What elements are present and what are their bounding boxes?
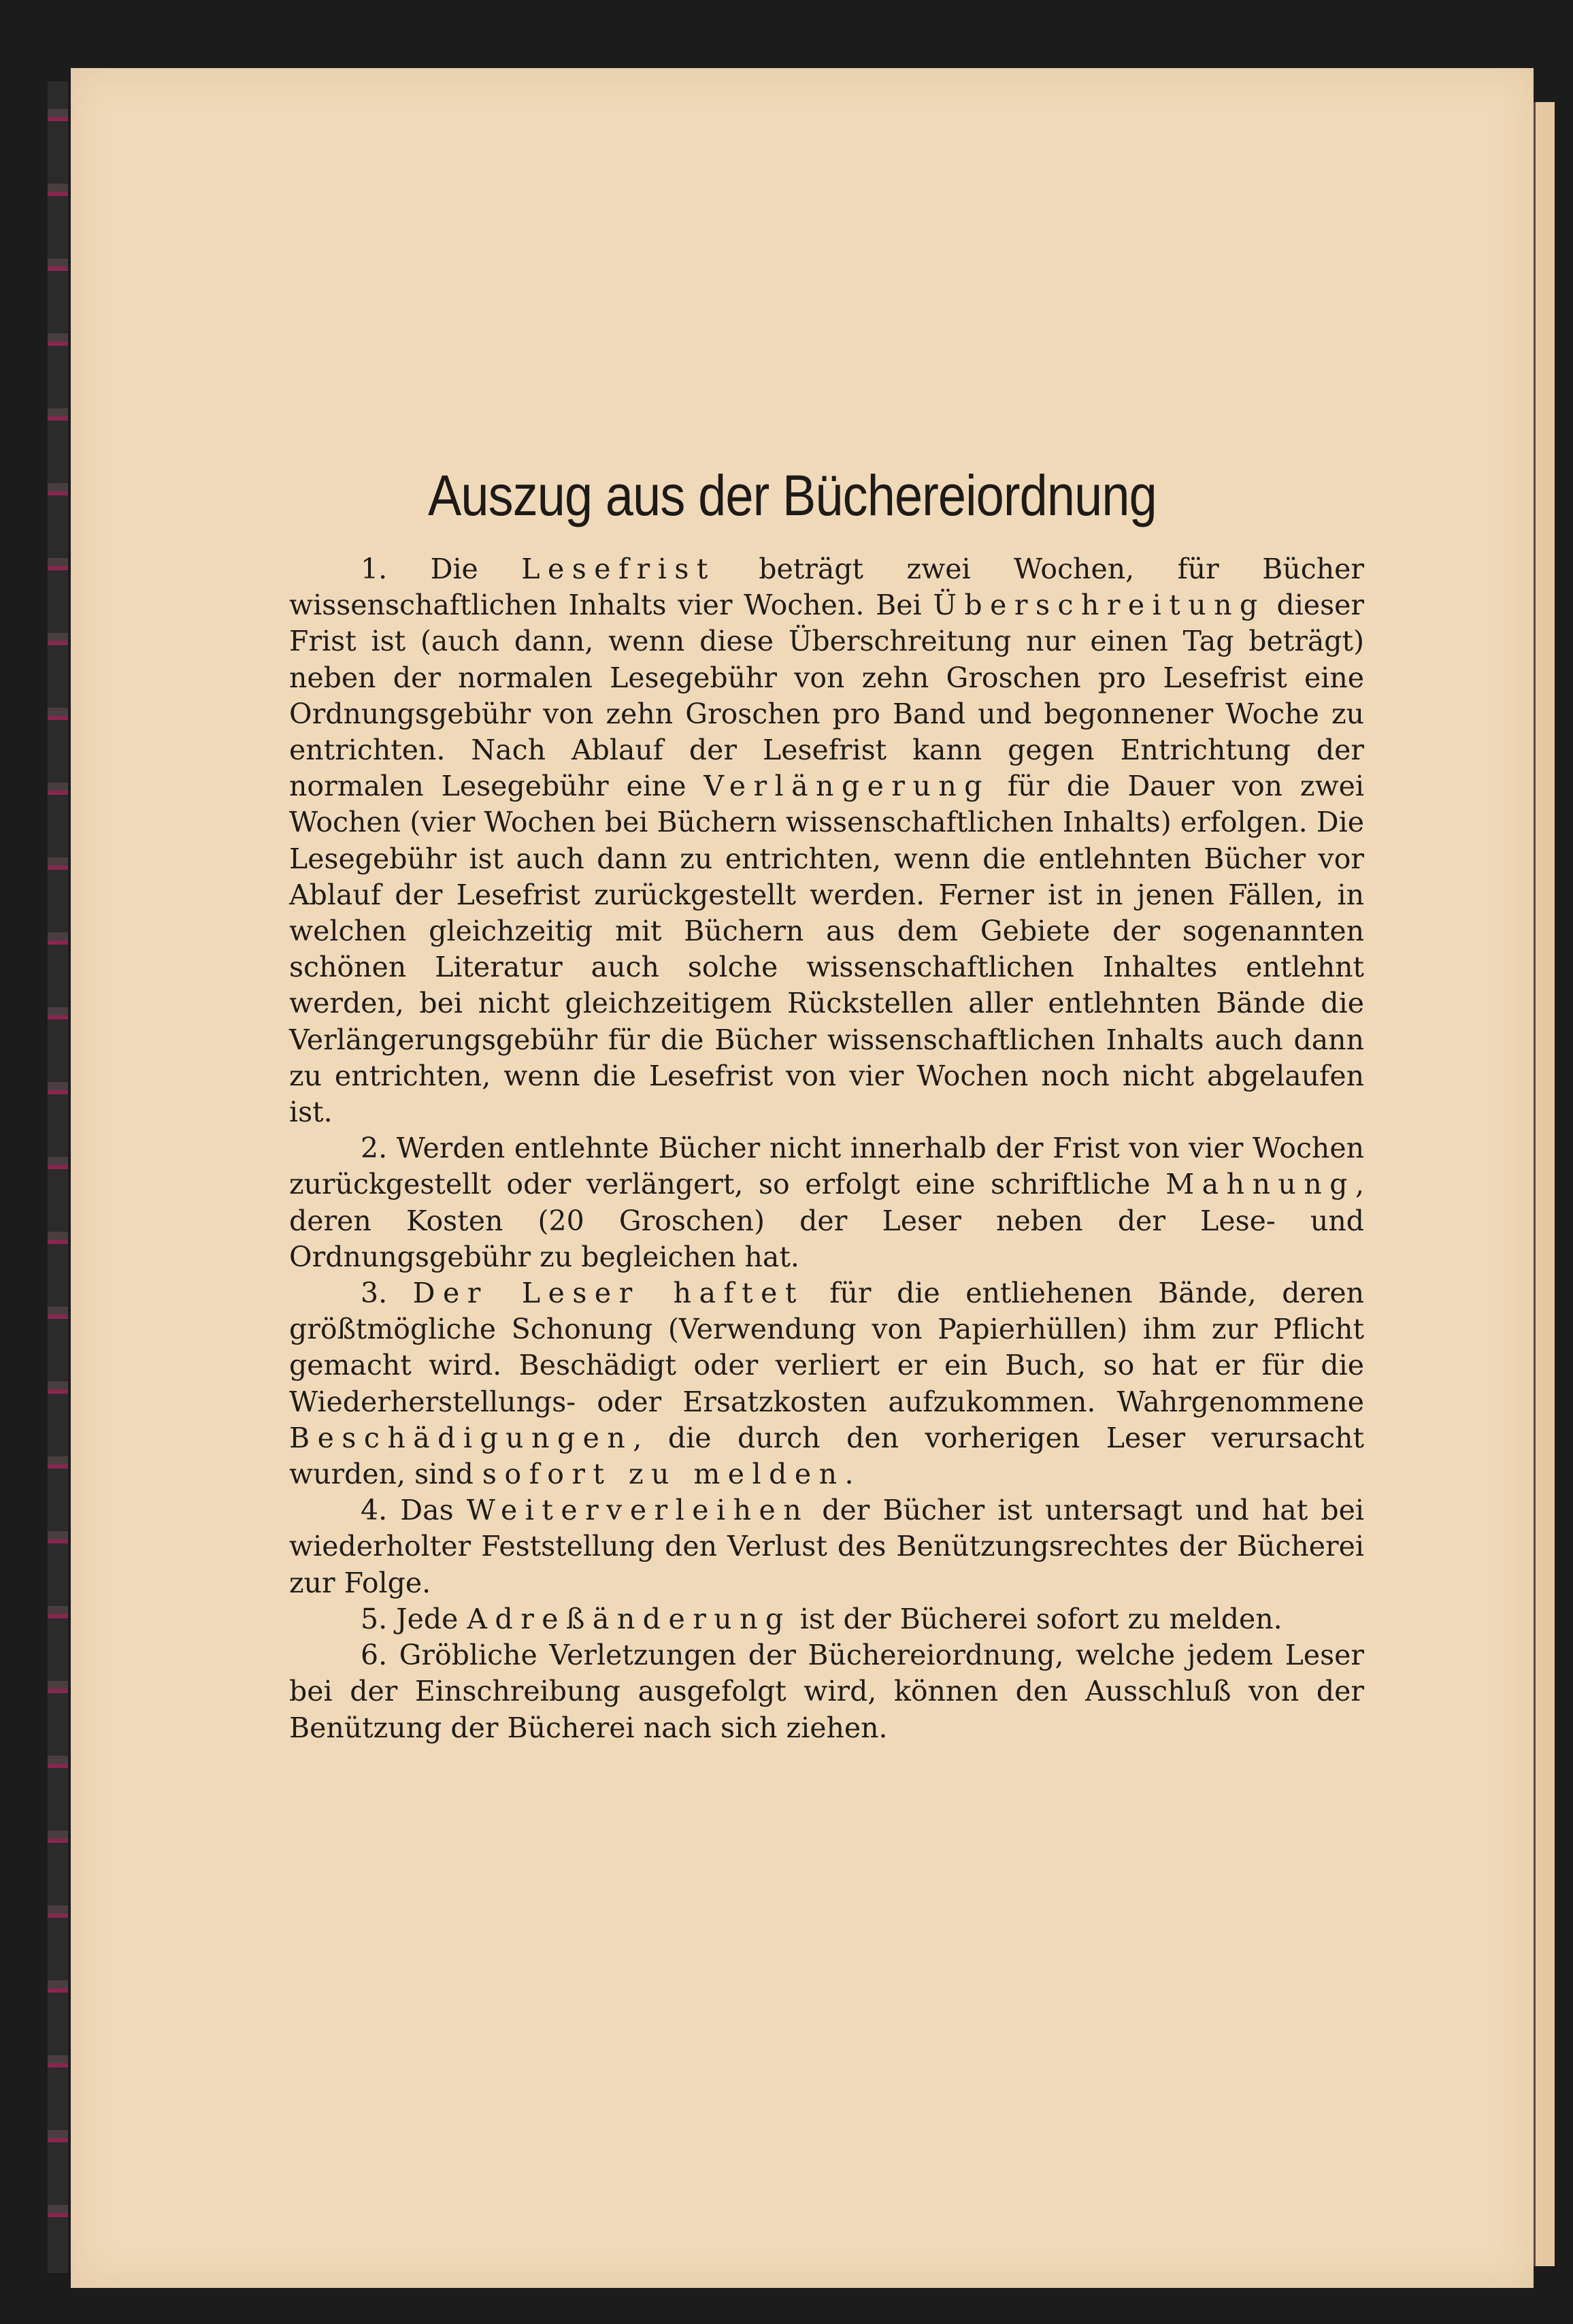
p3-text-c: , die durch den vorherigen Leser verursacht wurden, sind xyxy=(289,1421,1364,1491)
p3-text-b: für die entliehenen Bände, deren größtmögliche Schonung (Verwendung von Papierhüllen) ihm zur Pflicht gemacht wird. Beschädigt oder verliert er ein Buch, so hat er für die Wiederherstellungs- oder Ersatzkosten aufzukommen. Wahrgenommene xyxy=(289,1277,1364,1418)
p5-term-adressaenderung: Adreßänderung xyxy=(467,1602,791,1635)
p6-text-a: 6. Gröbliche Verletzungen der Büchereiordnung, welche jedem Leser bei der Einschreibung ausgefolgt wird, können den Ausschluß von der Benützung der Bücherei nach sich ziehen. xyxy=(289,1639,1364,1744)
p2-term-mahnung: Mahnung xyxy=(1165,1168,1355,1201)
p3-term-sofort-melden: sofort zu melden xyxy=(482,1458,845,1491)
p5-text-a: 5. Jede xyxy=(361,1602,467,1635)
paragraph-4 xyxy=(289,1492,1364,1601)
paragraph-2 xyxy=(289,1130,1364,1275)
p1-term-ueberschreitung: Überschreitung xyxy=(933,589,1265,622)
paragraph-1 xyxy=(289,551,1364,1130)
p3-text-d: . xyxy=(844,1458,854,1491)
p5-text-b: ist der Bücherei sofort zu melden. xyxy=(791,1602,1282,1635)
page-title: Auszug aus der Büchereiordnung xyxy=(427,463,1157,527)
p1-text-c: dieser Frist ist (auch dann, wenn diese Überschreitung nur einen Tag beträgt) neben der normalen Lesegebühr von zehn Groschen pro Lesefrist eine Ordnungsgebühr von zehn Groschen pro Band und begonnener Woche zu entrichten. Nach Ablauf der Lesefrist kann gegen Entrichtung der normalen Lesegebühr eine xyxy=(289,589,1364,803)
regulations-body xyxy=(289,551,1364,1746)
paragraph-6 xyxy=(289,1637,1364,1746)
p1-text-b: beträgt zwei Wochen, für Bücher wissenschaftlichen Inhalts vier Wochen. Bei xyxy=(289,553,1365,622)
p1-text-a: 1. Die xyxy=(361,553,522,585)
paragraph-3 xyxy=(289,1275,1364,1492)
facing-page-edge xyxy=(1534,102,1555,2266)
p4-text-b: der Bücher ist untersagt und hat bei wiederholter Feststellung den Verlust des Benützungsrechtes der Bücherei zur Folge. xyxy=(289,1494,1364,1599)
paragraph-5 xyxy=(289,1601,1364,1637)
p4-term-weiterverleihen: Weiterverleihen xyxy=(466,1494,810,1527)
p1-term-lesefrist: Lesefrist xyxy=(521,553,716,585)
p1-term-verlaengerung: Verlängerung xyxy=(703,770,990,803)
p2-text-b: , deren Kosten (20 Groschen) der Leser neben der Lese- und Ordnungsgebühr zu begleichen hat. xyxy=(289,1168,1364,1273)
p1-text-d: für die Dauer von zwei Wochen (vier Wochen bei Büchern wissenschaftlichen Inhalts) erfolgen. Die Lesegebühr ist auch dann zu entrichten, wenn die entlehnten Bücher vor Ablauf der Lesefrist zurückgestellt werden. Ferner ist in jenen Fällen, in welchen gleichzeitig mit Büchern aus dem Gebiete der sogenannten schönen Literatur auch solche wissenschaftlichen Inhaltes entlehnt werden, bei nicht gleichzeitigem Rückstellen aller entlehnten Bände die Verlängerungsgebühr für die Bücher wissenschaftlichen Inhalts auch dann zu entrichten, wenn die Lesefrist von vier Wochen noch nicht abgelaufen ist. xyxy=(289,770,1365,1129)
p2-text-a: 2. Werden entlehnte Bücher nicht innerhalb der Frist von vier Wochen zurückgestellt oder verlängert, so erfolgt eine schriftliche xyxy=(289,1132,1364,1201)
p3-text-a: 3. xyxy=(361,1277,413,1310)
book-binding-edge xyxy=(48,82,68,2273)
p3-term-beschaedigungen: Beschädigungen xyxy=(289,1421,633,1454)
p4-text-a: 4. Das xyxy=(361,1494,467,1527)
p3-term-leser-haftet: Der Leser haftet xyxy=(412,1277,804,1310)
